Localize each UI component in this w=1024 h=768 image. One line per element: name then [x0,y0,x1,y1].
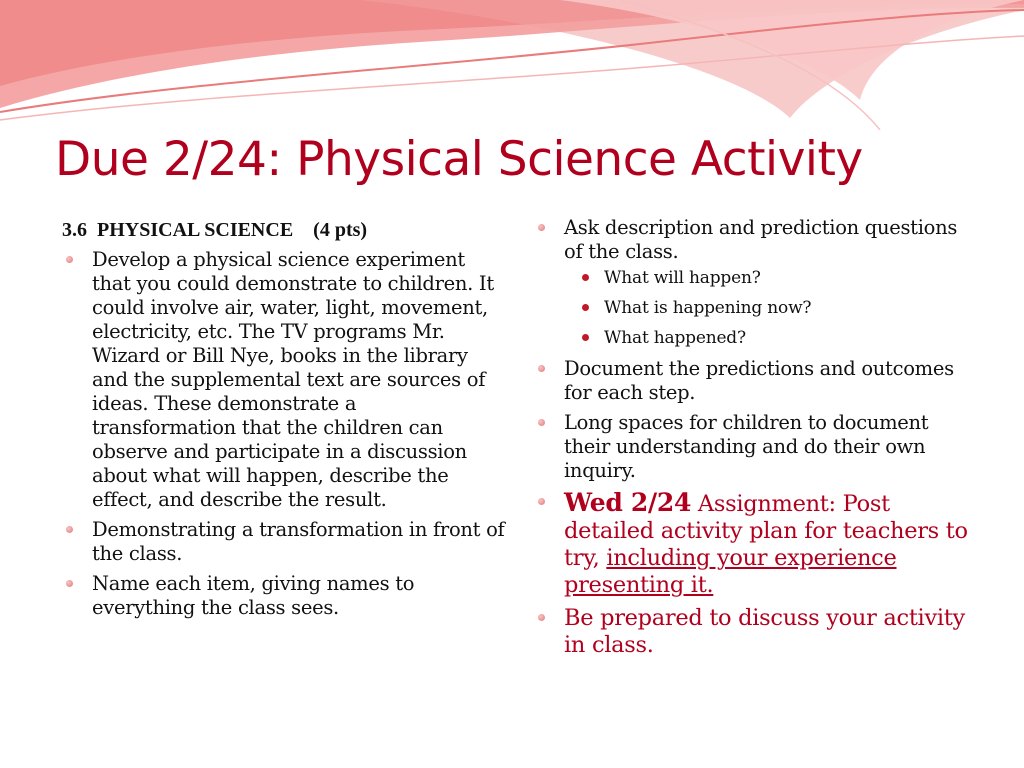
list-item: Long spaces for children to document their understanding and do their own inquiry. [532,411,972,483]
list-item: Demonstrating a transformation in front of the class. [60,518,505,566]
sub-bullet-list [564,267,972,349]
section-heading: 3.6 PHYSICAL SCIENCE (4 pts) [62,219,368,241]
bullet-text: Ask description and prediction questions of the class. [564,216,958,263]
decorative-banner [0,0,1024,130]
list-item: Name each item, giving names to everything the class sees. [60,572,505,620]
slide-title: Due 2/24: Physical Science Activity [55,132,863,187]
right-column [532,216,972,665]
list-item-questions [532,216,972,349]
sub-list-item: What happened? [564,327,972,349]
assignment-item [532,489,972,599]
list-item: Develop a physical science experiment that you could demonstrate to children. It could involve air, water, light, movement, electricity, etc. The TV programs Mr. Wizard or Bill Nye, books in the library and the supplemental text are sources of ideas. These demonstrate a transformation that the children can observe and participate in a discussion about what will happen, describe the effect, and describe the result. [60,248,505,512]
assignment-text: Assignment: Post detailed activity plan for teachers to try, [564,491,968,571]
left-bullet-list [60,248,505,620]
sub-list-item: What will happen? [564,267,972,289]
left-column [60,216,505,626]
assignment-date: Wed 2/24 [564,488,692,517]
discussion-item: Be prepared to discuss your activity in class. [532,605,972,659]
sub-list-item: What is happening now? [564,297,972,319]
assignment-underlined-text: including your experience presenting it. [564,545,897,598]
list-item: Document the predictions and outcomes for each step. [532,357,972,405]
right-bullet-list [532,216,972,659]
